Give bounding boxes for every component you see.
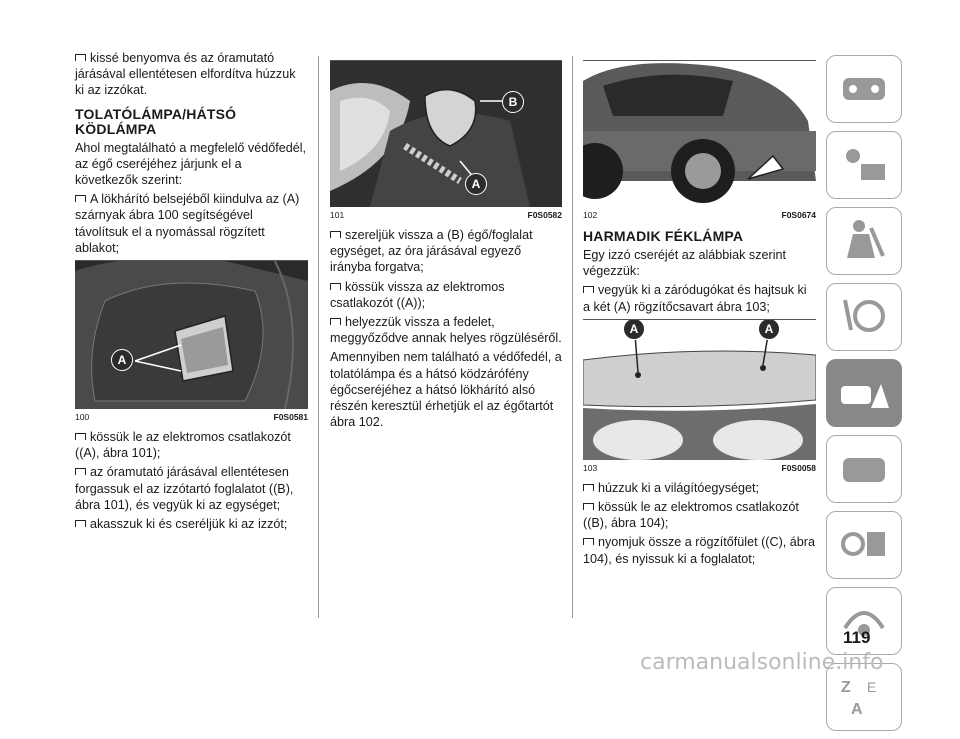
- index-icon: [839, 674, 889, 718]
- tab-maintenance[interactable]: [826, 435, 902, 503]
- bullet-item: akasszuk ki és cseréljük ki az izzót;: [75, 516, 308, 532]
- callout-b: B: [502, 91, 524, 113]
- figure-number: 100: [75, 412, 90, 423]
- figure-code: F0S0582: [527, 210, 562, 220]
- column-1: [75, 50, 308, 535]
- tab-safety[interactable]: [826, 207, 902, 275]
- car-rear-illustration: [583, 61, 816, 207]
- bullet-item: nyomjuk össze a rögzítőfület ((C), ábra 104), és nyissuk ki a foglalatot;: [583, 535, 815, 566]
- tab-technical-data[interactable]: [826, 511, 902, 579]
- figure-100: [75, 260, 308, 423]
- figure-code: F0S0058: [781, 462, 816, 473]
- bullet-item: szereljük vissza a (B) égő/foglalat egységet, az óra járásával egyező irányba forgatva;: [330, 227, 562, 276]
- figure-image: [583, 60, 816, 207]
- section-heading: HARMADIK FÉKLÁMPA: [583, 228, 744, 244]
- figure-103: [583, 319, 816, 474]
- tab-starting-driving[interactable]: [826, 283, 902, 351]
- figure-101: [330, 60, 562, 221]
- bullet-item: A lökhárító belsejéből kiindulva az (A) szárnyak ábra 100 segítségével távolítsuk el a nyomással rögzített ablakot;: [75, 191, 308, 256]
- tab-dashboard[interactable]: [826, 55, 902, 123]
- figure-102: [583, 60, 816, 221]
- car-dashboard-icon: [839, 66, 889, 110]
- lamp-holder-illustration: [330, 61, 562, 207]
- safety-airbag-icon: [839, 218, 889, 262]
- bullet-item: kössük le az elektromos csatlakozót ((B), ábra 104);: [583, 499, 816, 531]
- figure-number: 102: [583, 210, 598, 220]
- figure-code: F0S0674: [781, 210, 816, 220]
- callout-a: A: [111, 349, 133, 371]
- paragraph: Egy izzó cseréjét az alábbiak szerint végezzük:: [583, 248, 786, 279]
- figure-caption: [330, 210, 562, 221]
- bullet-item: helyezzük vissza a fedelet, meggyőződve annak helyes rögzüléséről.: [330, 315, 562, 346]
- spoiler-illustration: [583, 320, 816, 460]
- bullet-item: vegyük ki a záródugókat és hajtsuk ki a két (A) rögzítőcsavart ábra 103;: [583, 282, 816, 314]
- column-2: [330, 50, 562, 433]
- figure-caption: [583, 210, 816, 221]
- emergency-icon: [839, 370, 889, 414]
- callout-a: A: [623, 320, 645, 340]
- figure-image: [75, 260, 308, 409]
- svg-text:E: E: [867, 679, 877, 695]
- technical-data-icon: [839, 522, 889, 566]
- bullet-item: kössük vissza az elektromos csatlakozót ((A));: [330, 279, 562, 311]
- paragraph: Ahol megtalálható a megfelelő védőfedél, az égő cseréjéhez járjunk el a következők szerint:: [75, 140, 307, 188]
- bullet-item: húzzuk ki a világítóegységet;: [583, 480, 816, 496]
- figure-caption: [75, 412, 308, 423]
- bullet-item: kössük le az elektromos csatlakozót ((A), ábra 101);: [75, 429, 308, 461]
- figure-caption: [583, 463, 816, 474]
- tab-emergency[interactable]: [826, 359, 902, 427]
- tab-warning-lights[interactable]: [826, 131, 902, 199]
- section-heading: TOLATÓLÁMPA/HÁTSÓ KÖDLÁMPA: [75, 105, 237, 137]
- warning-lights-icon: [839, 142, 889, 186]
- callout-a: A: [758, 320, 780, 340]
- column-divider: [572, 56, 573, 618]
- figure-code: F0S0581: [273, 412, 308, 423]
- steering-key-icon: [839, 294, 889, 338]
- column-divider: [318, 56, 319, 618]
- figure-image: [583, 320, 816, 460]
- callout-a: A: [465, 173, 487, 195]
- watermark[interactable]: carmanualsonline.info: [640, 650, 884, 675]
- svg-text:Z: Z: [841, 679, 851, 696]
- bullet-item: az óramutató járásával ellentétesen forgassuk el az izzótartó foglalatot ((B), ábra 101), és vegyük ki az egységet;: [75, 464, 308, 513]
- maintenance-car-icon: [839, 446, 889, 490]
- column-3: [583, 50, 816, 570]
- bullet-item: kissé benyomva és az óramutató járásával ellentétesen elfordítva húzzuk ki az izzókat.: [75, 50, 308, 99]
- svg-text:A: A: [851, 701, 863, 718]
- figure-number: 103: [583, 462, 598, 473]
- figure-image: [330, 60, 562, 207]
- page-number: 119: [843, 628, 871, 647]
- paragraph: Amennyiben nem található a védőfedél, a tolatólámpa és a hátsó ködzárófény égőcseréjéhez a hátsó lökhárító alsó részén keresztül érhetjük el az égőtartót ábra 102.: [330, 350, 562, 430]
- figure-number: 101: [330, 210, 345, 220]
- bumper-illustration: [75, 261, 308, 409]
